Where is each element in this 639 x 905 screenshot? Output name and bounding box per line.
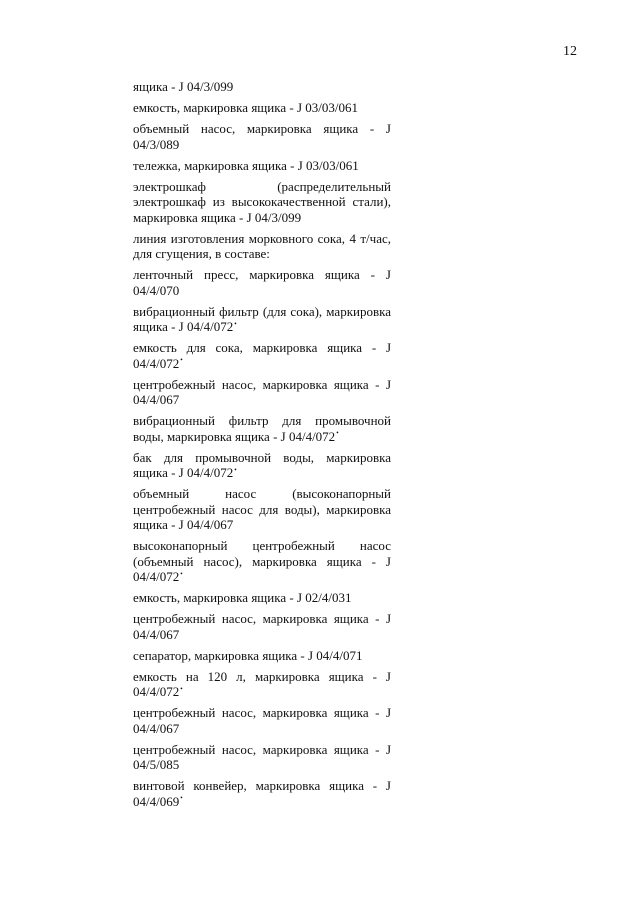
list-entry: [133, 231, 391, 262]
footnote-mark: •: [234, 319, 237, 328]
entry-text: центробежный насос, маркировка ящика - J 04/5/085: [133, 741, 391, 772]
entry-text: винтовой конвейер, маркировка ящика - J 04/4/069: [133, 778, 391, 809]
entry-text: ящика - J 04/3/099: [133, 79, 234, 94]
footnote-mark: •: [180, 684, 183, 693]
entry-text: сепаратор, маркировка ящика - J 04/4/071: [133, 647, 363, 663]
page-number: 12: [563, 44, 577, 59]
entry-text: емкость, маркировка ящика - J 02/4/031: [133, 590, 352, 605]
list-entry: [133, 267, 391, 298]
equipment-list: [133, 79, 391, 815]
list-entry: [133, 100, 391, 116]
list-entry: [133, 611, 391, 642]
list-entry: [133, 179, 391, 226]
list-entry: [133, 158, 391, 174]
list-entry: [133, 377, 391, 408]
entry-text: вибрационный фильтр (для сока), маркировка ящика - J 04/4/072: [133, 303, 391, 334]
footnote-mark: •: [180, 356, 183, 365]
footnote-mark: •: [180, 569, 183, 578]
entry-text: центробежный насос, маркировка ящика - J 04/4/067: [133, 611, 391, 642]
entry-text: ленточный пресс, маркировка ящика - J 04/4/070: [133, 267, 391, 298]
list-entry: [133, 79, 391, 95]
list-entry: [133, 538, 391, 585]
list-entry: [133, 486, 391, 533]
entry-text: тележка, маркировка ящика - J 03/03/061: [133, 157, 359, 173]
entry-text: емкость, маркировка ящика - J 03/03/061: [133, 100, 359, 115]
entry-text: вибрационный фильтр для промывочной воды, маркировка ящика - J 04/4/072: [133, 413, 391, 444]
list-entry: [133, 121, 391, 152]
entry-text: электрошкаф (распределительный электрошкаф из высококачественной стали), маркировка ящика - J 04/3/099: [133, 178, 391, 225]
list-entry: [133, 590, 391, 606]
entry-text: емкость на 120 л, маркировка ящика - J 04/4/072: [133, 668, 391, 699]
footnote-mark: •: [234, 465, 237, 474]
list-entry: [133, 648, 391, 664]
entry-text: высоконапорный центробежный насос (объемный насос), маркировка ящика - J 04/4/072: [133, 538, 391, 584]
entry-text: центробежный насос, маркировка ящика - J 04/4/067: [133, 376, 391, 407]
list-entry: [133, 778, 391, 809]
footnote-mark: •: [180, 794, 183, 803]
list-entry: [133, 705, 391, 736]
list-entry: [133, 413, 391, 444]
entry-text: бак для промывочной воды, маркировка ящика - J 04/4/072: [133, 449, 391, 480]
entry-text: линия изготовления морковного сока, 4 т/час, для сгущения, в составе:: [133, 230, 391, 261]
list-entry: [133, 742, 391, 773]
entry-text: объемный насос, маркировка ящика - J 04/3/089: [133, 121, 391, 152]
entry-text: емкость для сока, маркировка ящика - J 04/4/072: [133, 340, 391, 371]
footnote-mark: •: [336, 429, 339, 438]
list-entry: [133, 304, 391, 335]
list-entry: [133, 669, 391, 700]
list-entry: [133, 340, 391, 371]
entry-text: центробежный насос, маркировка ящика - J 04/4/067: [133, 705, 391, 736]
entry-text: объемный насос (высоконапорный центробежный насос для воды), маркировка ящика - J 04/4/067: [133, 486, 391, 532]
list-entry: [133, 450, 391, 481]
